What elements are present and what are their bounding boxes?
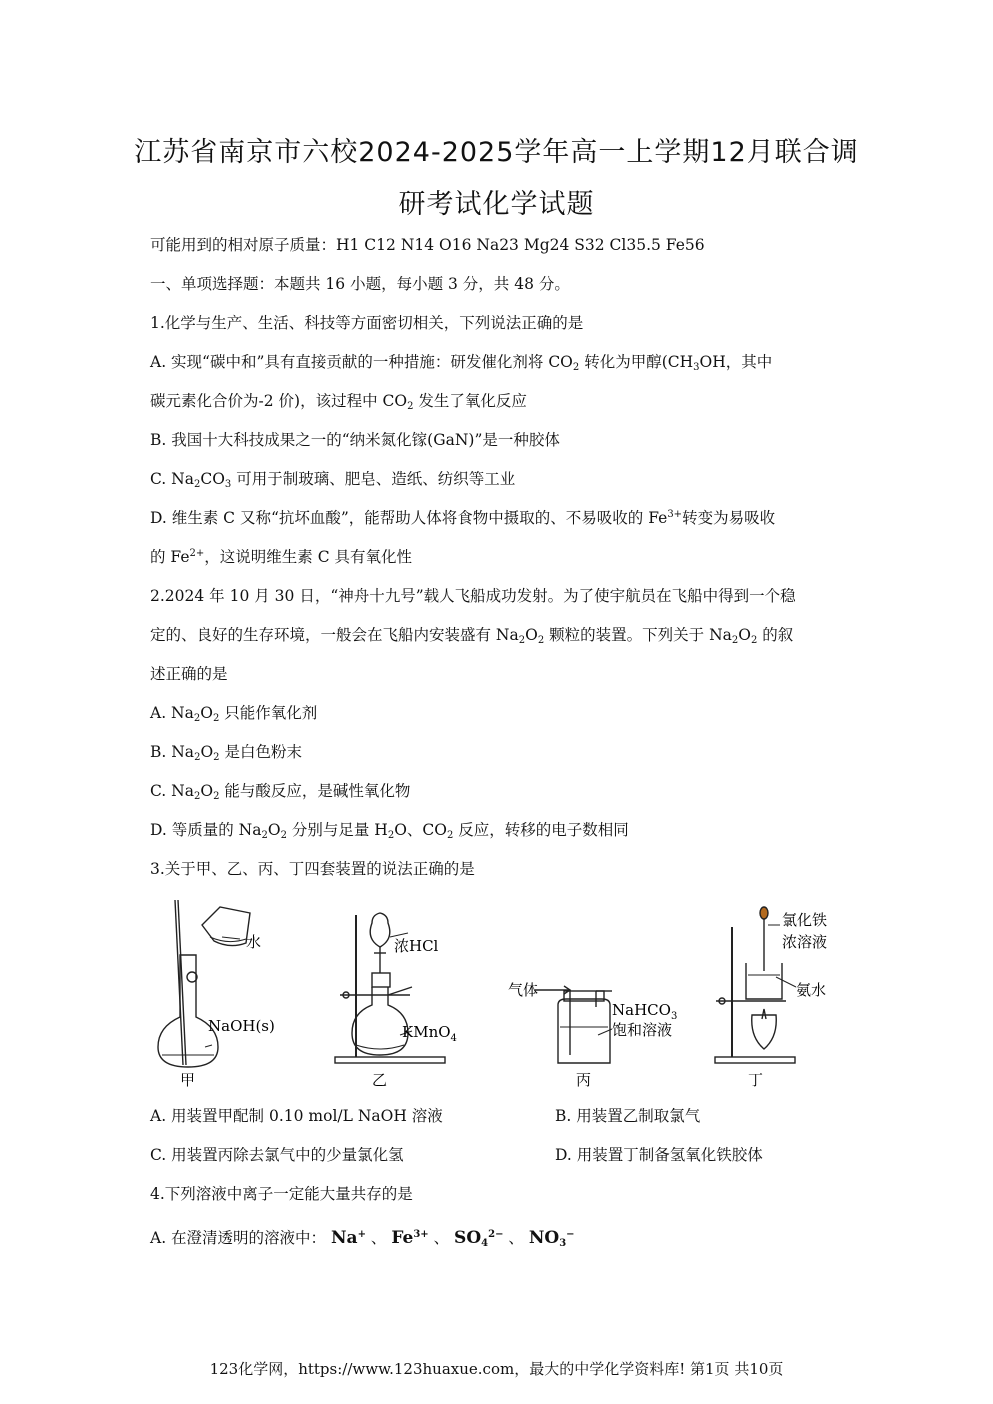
- title-line-1: 江苏省南京市六校2024-2025学年高一上学期12月联合调: [134, 137, 859, 168]
- q3-stem: 3.关于甲、乙、丙、丁四套装置的说法正确的是: [150, 860, 475, 878]
- apparatus-bing: [535, 986, 612, 1063]
- label-gas: 气体: [508, 981, 539, 999]
- q2-stem-line2: 定的、良好的生存环境，一般会在飞船内安装盛有 $Na_2O_2$ 颗粒的装置。下列关于 $Na_2O_2$ 的叙: [150, 626, 794, 646]
- label-bing: 丙: [576, 1071, 592, 1089]
- q4-option-a: A. 在澄清透明的溶液中： Na+ 、 $Fe^{3+}$ 、 $SO_4^{2-}$ 、 $NO_3^-$: [150, 1228, 575, 1249]
- label-yi: 乙: [372, 1071, 388, 1089]
- label-ammonia: 氨水: [796, 981, 827, 999]
- apparatus-diagram: [150, 895, 850, 1095]
- q3-option-b: B. 用装置乙制取氯气: [555, 1107, 701, 1125]
- q3-option-d: D. 用装置丁制备氢氧化铁胶体: [555, 1146, 763, 1164]
- q1-option-c: C. $Na_2CO_3$ 可用于制玻璃、肥皂、造纸、纺织等工业: [150, 470, 516, 490]
- apparatus-jia: [158, 900, 250, 1067]
- title-line-2: 研考试化学试题: [398, 189, 595, 220]
- label-fecl3-2: 浓溶液: [782, 933, 828, 951]
- q1-option-d-line2: 的 $Fe^{2+}$，这说明维生素 C 具有氧化性: [150, 548, 412, 566]
- q2-stem-line3: 述正确的是: [150, 665, 228, 683]
- q1-option-d-line1: D. 维生素 C 又称“抗坏血酸”，能帮助人体将食物中摄取的、不易吸收的 $Fe^{3+}$转变为易吸收: [150, 509, 776, 527]
- q1-stem: 1.化学与生产、生活、科技等方面密切相关，下列说法正确的是: [150, 314, 584, 332]
- label-ding: 丁: [748, 1071, 764, 1089]
- label-water: 水: [246, 933, 262, 951]
- q3-apparatus-figure: [150, 895, 850, 1095]
- label-kmno4: KMnO$_4$: [402, 1023, 457, 1044]
- label-saturated: 饱和溶液: [612, 1021, 673, 1039]
- q2-option-d: D. 等质量的 $Na_2O_2$ 分别与足量 $H_2O$、$CO_2$ 反应，转移的电子数相同: [150, 821, 629, 841]
- q1-option-b: B. 我国十大科技成果之一的“纳米氮化镓(GaN)”是一种胶体: [150, 431, 560, 449]
- q3-option-c: C. 用装置丙除去氯气中的少量氯化氢: [150, 1146, 404, 1164]
- ion-na: Na+: [331, 1228, 366, 1248]
- q2-stem-line1: 2.2024 年 10 月 30 日，“神舟十九号”载人飞船成功发射。为了使宇航员在飞船中得到一个稳: [150, 587, 796, 605]
- label-naoh: NaOH(s): [208, 1017, 275, 1035]
- atomic-masses: 可能用到的相对原子质量：H1 C12 N14 O16 Na23 Mg24 S32 Cl35.5 Fe56: [150, 236, 705, 254]
- q1-option-a-line2: 碳元素化合价为-2 价)，该过程中 $CO_2$ 发生了氧化反应: [150, 392, 527, 412]
- page-footer: 123化学网，https://www.123huaxue.com，最大的中学化学资料库! 第1页 共10页: [209, 1360, 784, 1378]
- label-hcl: 浓HCl: [394, 937, 439, 955]
- q2-option-a: A. $Na_2O_2$ 只能作氧化剂: [150, 704, 318, 724]
- q2-option-b: B. $Na_2O_2$ 是白色粉末: [150, 743, 302, 763]
- label-jia: 甲: [180, 1071, 196, 1089]
- ion-fe: $Fe^{3+}$: [391, 1228, 429, 1248]
- q3-option-a: A. 用装置甲配制 0.10 mol/L NaOH 溶液: [150, 1107, 443, 1125]
- label-nahco3: NaHCO$_3$: [612, 1001, 678, 1022]
- q4-stem: 4.下列溶液中离子一定能大量共存的是: [150, 1185, 413, 1203]
- section-heading: 一、单项选择题：本题共 16 小题，每小题 3 分，共 48 分。: [150, 275, 570, 293]
- label-fecl3-1: 氯化铁: [782, 911, 828, 929]
- apparatus-ding: [715, 907, 796, 1063]
- ion-no3: $NO_3^-$: [528, 1228, 575, 1249]
- q2-option-c: C. $Na_2O_2$ 能与酸反应，是碱性氧化物: [150, 782, 411, 802]
- q1-option-a-line1: A. 实现“碳中和”具有直接贡献的一种措施：研发催化剂将 $CO_2$ 转化为甲醇($CH_3OH$，其中: [150, 353, 773, 373]
- ion-so4: $SO_4^{2-}$: [454, 1228, 504, 1249]
